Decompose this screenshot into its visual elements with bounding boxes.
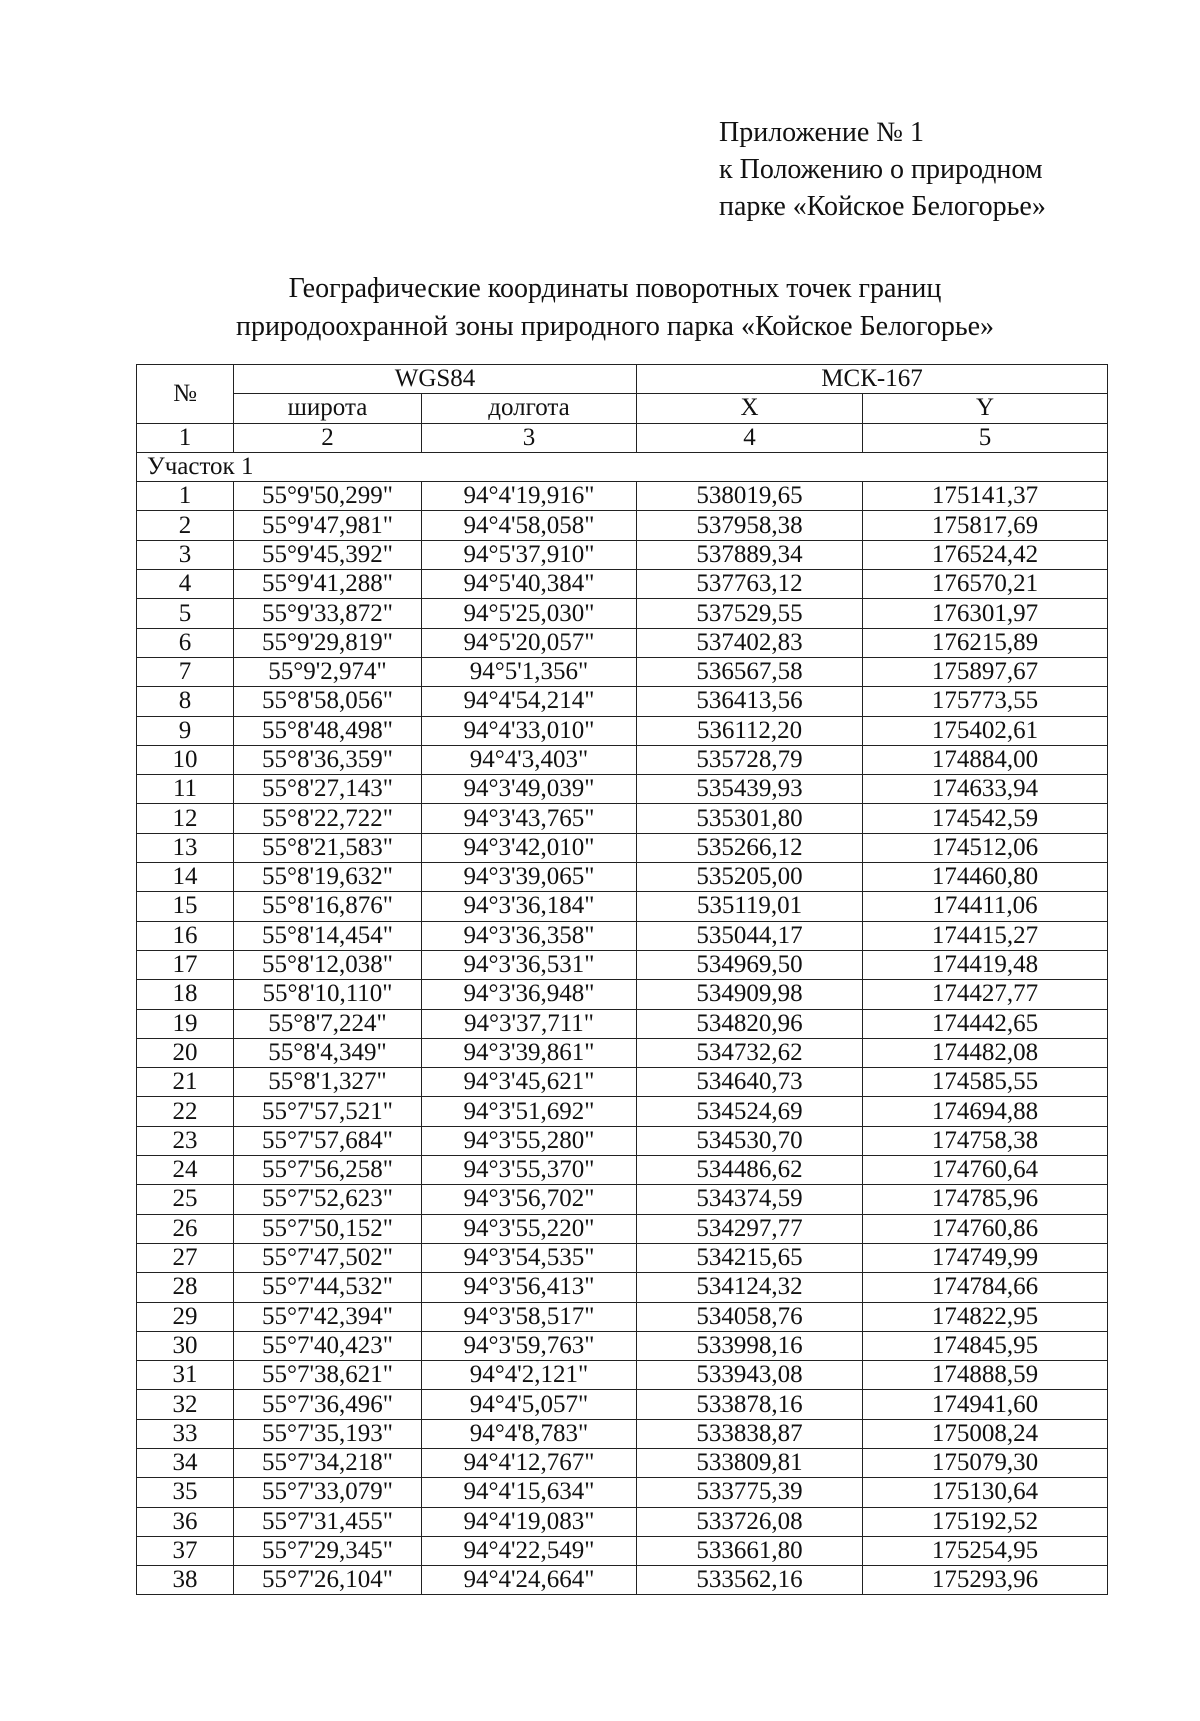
point-number-cell: 9 <box>137 716 234 745</box>
latitude-cell: 55°9'2,974" <box>234 657 422 686</box>
point-number-cell: 1 <box>137 482 234 511</box>
table-row <box>137 1536 1108 1565</box>
longitude-cell: 94°3'45,621" <box>422 1068 637 1097</box>
x-coordinate-cell: 535301,80 <box>637 804 863 833</box>
x-coordinate-cell: 533661,80 <box>637 1536 863 1565</box>
section-label: Участок 1 <box>137 452 1108 481</box>
latitude-cell: 55°8'7,224" <box>234 1009 422 1038</box>
table-row <box>137 599 1108 628</box>
longitude-cell: 94°3'43,765" <box>422 804 637 833</box>
longitude-cell: 94°3'51,692" <box>422 1097 637 1126</box>
latitude-cell: 55°8'48,498" <box>234 716 422 745</box>
y-coordinate-cell: 174411,06 <box>863 892 1108 921</box>
point-number-cell: 25 <box>137 1185 234 1214</box>
y-coordinate-cell: 175192,52 <box>863 1507 1108 1536</box>
point-number-cell: 35 <box>137 1478 234 1507</box>
y-coordinate-cell: 174758,38 <box>863 1126 1108 1155</box>
table-row <box>137 1419 1108 1448</box>
table-row <box>137 1507 1108 1536</box>
point-number-cell: 27 <box>137 1243 234 1272</box>
y-coordinate-cell: 175079,30 <box>863 1448 1108 1477</box>
latitude-cell: 55°7'56,258" <box>234 1156 422 1185</box>
title-line: Географические координаты поворотных точек границ <box>288 273 942 304</box>
latitude-cell: 55°7'50,152" <box>234 1214 422 1243</box>
point-number-cell: 7 <box>137 657 234 686</box>
x-coordinate-cell: 533998,16 <box>637 1331 863 1360</box>
x-coordinate-cell: 535119,01 <box>637 892 863 921</box>
table-row <box>137 1156 1108 1185</box>
table-row <box>137 1478 1108 1507</box>
latitude-cell: 55°8'22,722" <box>234 804 422 833</box>
latitude-cell: 55°7'26,104" <box>234 1566 422 1595</box>
longitude-cell: 94°3'36,358" <box>422 921 637 950</box>
x-coordinate-cell: 533562,16 <box>637 1566 863 1595</box>
point-number-cell: 20 <box>137 1038 234 1067</box>
y-coordinate-cell: 174542,59 <box>863 804 1108 833</box>
point-number-cell: 2 <box>137 511 234 540</box>
table-row <box>137 863 1108 892</box>
point-number-cell: 6 <box>137 628 234 657</box>
subheader-longitude: долгота <box>422 394 637 423</box>
longitude-cell: 94°3'36,531" <box>422 950 637 979</box>
longitude-cell: 94°3'39,065" <box>422 863 637 892</box>
y-coordinate-cell: 174785,96 <box>863 1185 1108 1214</box>
longitude-cell: 94°3'39,861" <box>422 1038 637 1067</box>
x-coordinate-cell: 534124,32 <box>637 1273 863 1302</box>
x-coordinate-cell: 535205,00 <box>637 863 863 892</box>
table-row <box>137 921 1108 950</box>
latitude-cell: 55°8'21,583" <box>234 833 422 862</box>
table-row <box>137 1331 1108 1360</box>
latitude-cell: 55°7'44,532" <box>234 1273 422 1302</box>
x-coordinate-cell: 535266,12 <box>637 833 863 862</box>
header-msk167: МСК-167 <box>637 365 1108 394</box>
y-coordinate-cell: 176570,21 <box>863 570 1108 599</box>
longitude-cell: 94°4'12,767" <box>422 1448 637 1477</box>
x-coordinate-cell: 534732,62 <box>637 1038 863 1067</box>
appendix-line: Приложение № 1 <box>719 117 924 148</box>
x-coordinate-cell: 538019,65 <box>637 482 863 511</box>
longitude-cell: 94°3'36,948" <box>422 980 637 1009</box>
table-row <box>137 775 1108 804</box>
appendix-line: к Положению о природном <box>719 154 1043 185</box>
table-row <box>137 657 1108 686</box>
point-number-cell: 31 <box>137 1361 234 1390</box>
y-coordinate-cell: 175293,96 <box>863 1566 1108 1595</box>
latitude-cell: 55°8'12,038" <box>234 950 422 979</box>
longitude-cell: 94°3'55,220" <box>422 1214 637 1243</box>
y-coordinate-cell: 174419,48 <box>863 950 1108 979</box>
y-coordinate-cell: 174415,27 <box>863 921 1108 950</box>
longitude-cell: 94°3'54,535" <box>422 1243 637 1272</box>
column-number: 2 <box>234 423 422 452</box>
latitude-cell: 55°7'47,502" <box>234 1243 422 1272</box>
y-coordinate-cell: 174749,99 <box>863 1243 1108 1272</box>
point-number-cell: 3 <box>137 540 234 569</box>
column-number: 3 <box>422 423 637 452</box>
x-coordinate-cell: 537889,34 <box>637 540 863 569</box>
header-number: № <box>137 365 234 424</box>
latitude-cell: 55°8'36,359" <box>234 745 422 774</box>
latitude-cell: 55°7'38,621" <box>234 1361 422 1390</box>
y-coordinate-cell: 175254,95 <box>863 1536 1108 1565</box>
y-coordinate-cell: 174784,66 <box>863 1273 1108 1302</box>
y-coordinate-cell: 175897,67 <box>863 657 1108 686</box>
header-wgs84: WGS84 <box>234 365 637 394</box>
table-row <box>137 1214 1108 1243</box>
longitude-cell: 94°5'37,910" <box>422 540 637 569</box>
appendix-note <box>719 114 1046 225</box>
x-coordinate-cell: 533726,08 <box>637 1507 863 1536</box>
longitude-cell: 94°3'55,280" <box>422 1126 637 1155</box>
longitude-cell: 94°3'58,517" <box>422 1302 637 1331</box>
latitude-cell: 55°8'1,327" <box>234 1068 422 1097</box>
title-line: природоохранной зоны природного парка «Койское Белогорье» <box>235 311 995 342</box>
point-number-cell: 21 <box>137 1068 234 1097</box>
x-coordinate-cell: 534969,50 <box>637 950 863 979</box>
latitude-cell: 55°7'29,345" <box>234 1536 422 1565</box>
table-row <box>137 745 1108 774</box>
table-row <box>137 1302 1108 1331</box>
y-coordinate-cell: 174694,88 <box>863 1097 1108 1126</box>
longitude-cell: 94°3'49,039" <box>422 775 637 804</box>
y-coordinate-cell: 174460,80 <box>863 863 1108 892</box>
y-coordinate-cell: 175130,64 <box>863 1478 1108 1507</box>
table-row <box>137 628 1108 657</box>
table-header-row <box>137 365 1108 394</box>
point-number-cell: 23 <box>137 1126 234 1155</box>
latitude-cell: 55°8'4,349" <box>234 1038 422 1067</box>
x-coordinate-cell: 534820,96 <box>637 1009 863 1038</box>
table-row <box>137 950 1108 979</box>
x-coordinate-cell: 537529,55 <box>637 599 863 628</box>
table-row <box>137 1243 1108 1272</box>
document-title <box>0 270 1200 346</box>
longitude-cell: 94°5'25,030" <box>422 599 637 628</box>
longitude-cell: 94°4'19,916" <box>422 482 637 511</box>
point-number-cell: 34 <box>137 1448 234 1477</box>
longitude-cell: 94°3'36,184" <box>422 892 637 921</box>
y-coordinate-cell: 174442,65 <box>863 1009 1108 1038</box>
latitude-cell: 55°8'10,110" <box>234 980 422 1009</box>
table-column-number-row <box>137 423 1108 452</box>
x-coordinate-cell: 534215,65 <box>637 1243 863 1272</box>
point-number-cell: 8 <box>137 687 234 716</box>
latitude-cell: 55°9'50,299" <box>234 482 422 511</box>
longitude-cell: 94°4'58,058" <box>422 511 637 540</box>
latitude-cell: 55°9'29,819" <box>234 628 422 657</box>
table-row <box>137 1273 1108 1302</box>
table-row <box>137 1566 1108 1595</box>
longitude-cell: 94°4'15,634" <box>422 1478 637 1507</box>
latitude-cell: 55°8'58,056" <box>234 687 422 716</box>
latitude-cell: 55°7'57,684" <box>234 1126 422 1155</box>
point-number-cell: 37 <box>137 1536 234 1565</box>
y-coordinate-cell: 174760,64 <box>863 1156 1108 1185</box>
x-coordinate-cell: 533838,87 <box>637 1419 863 1448</box>
point-number-cell: 30 <box>137 1331 234 1360</box>
point-number-cell: 22 <box>137 1097 234 1126</box>
table-row <box>137 833 1108 862</box>
point-number-cell: 15 <box>137 892 234 921</box>
longitude-cell: 94°3'56,413" <box>422 1273 637 1302</box>
x-coordinate-cell: 533943,08 <box>637 1361 863 1390</box>
point-number-cell: 36 <box>137 1507 234 1536</box>
point-number-cell: 32 <box>137 1390 234 1419</box>
point-number-cell: 10 <box>137 745 234 774</box>
point-number-cell: 28 <box>137 1273 234 1302</box>
latitude-cell: 55°9'41,288" <box>234 570 422 599</box>
longitude-cell: 94°3'56,702" <box>422 1185 637 1214</box>
longitude-cell: 94°4'8,783" <box>422 1419 637 1448</box>
x-coordinate-cell: 537958,38 <box>637 511 863 540</box>
point-number-cell: 5 <box>137 599 234 628</box>
table-row <box>137 482 1108 511</box>
y-coordinate-cell: 176215,89 <box>863 628 1108 657</box>
point-number-cell: 29 <box>137 1302 234 1331</box>
latitude-cell: 55°7'57,521" <box>234 1097 422 1126</box>
x-coordinate-cell: 533878,16 <box>637 1390 863 1419</box>
y-coordinate-cell: 175773,55 <box>863 687 1108 716</box>
latitude-cell: 55°8'14,454" <box>234 921 422 950</box>
point-number-cell: 13 <box>137 833 234 862</box>
x-coordinate-cell: 536567,58 <box>637 657 863 686</box>
column-number: 1 <box>137 423 234 452</box>
x-coordinate-cell: 534486,62 <box>637 1156 863 1185</box>
latitude-cell: 55°7'42,394" <box>234 1302 422 1331</box>
x-coordinate-cell: 536413,56 <box>637 687 863 716</box>
y-coordinate-cell: 176301,97 <box>863 599 1108 628</box>
latitude-cell: 55°7'35,193" <box>234 1419 422 1448</box>
longitude-cell: 94°4'2,121" <box>422 1361 637 1390</box>
point-number-cell: 33 <box>137 1419 234 1448</box>
y-coordinate-cell: 175141,37 <box>863 482 1108 511</box>
latitude-cell: 55°7'40,423" <box>234 1331 422 1360</box>
table-row <box>137 570 1108 599</box>
x-coordinate-cell: 537763,12 <box>637 570 863 599</box>
x-coordinate-cell: 534530,70 <box>637 1126 863 1155</box>
column-number: 5 <box>863 423 1108 452</box>
latitude-cell: 55°9'47,981" <box>234 511 422 540</box>
longitude-cell: 94°3'55,370" <box>422 1156 637 1185</box>
table-row <box>137 511 1108 540</box>
x-coordinate-cell: 535044,17 <box>637 921 863 950</box>
x-coordinate-cell: 534297,77 <box>637 1214 863 1243</box>
table-row <box>137 1097 1108 1126</box>
point-number-cell: 11 <box>137 775 234 804</box>
longitude-cell: 94°4'54,214" <box>422 687 637 716</box>
latitude-cell: 55°7'33,079" <box>234 1478 422 1507</box>
point-number-cell: 38 <box>137 1566 234 1595</box>
point-number-cell: 19 <box>137 1009 234 1038</box>
latitude-cell: 55°7'34,218" <box>234 1448 422 1477</box>
longitude-cell: 94°3'59,763" <box>422 1331 637 1360</box>
point-number-cell: 16 <box>137 921 234 950</box>
longitude-cell: 94°4'22,549" <box>422 1536 637 1565</box>
table-row <box>137 1448 1108 1477</box>
y-coordinate-cell: 174482,08 <box>863 1038 1108 1067</box>
longitude-cell: 94°4'24,664" <box>422 1566 637 1595</box>
y-coordinate-cell: 176524,42 <box>863 540 1108 569</box>
point-number-cell: 14 <box>137 863 234 892</box>
table-row <box>137 1185 1108 1214</box>
point-number-cell: 4 <box>137 570 234 599</box>
y-coordinate-cell: 174884,00 <box>863 745 1108 774</box>
table-row <box>137 1009 1108 1038</box>
point-number-cell: 12 <box>137 804 234 833</box>
appendix-line: парке «Койское Белогорье» <box>719 191 1046 222</box>
subheader-y: Y <box>863 394 1108 423</box>
longitude-cell: 94°4'5,057" <box>422 1390 637 1419</box>
column-number: 4 <box>637 423 863 452</box>
point-number-cell: 17 <box>137 950 234 979</box>
x-coordinate-cell: 534909,98 <box>637 980 863 1009</box>
x-coordinate-cell: 534374,59 <box>637 1185 863 1214</box>
latitude-cell: 55°8'27,143" <box>234 775 422 804</box>
longitude-cell: 94°4'3,403" <box>422 745 637 774</box>
latitude-cell: 55°9'45,392" <box>234 540 422 569</box>
latitude-cell: 55°7'36,496" <box>234 1390 422 1419</box>
x-coordinate-cell: 537402,83 <box>637 628 863 657</box>
point-number-cell: 18 <box>137 980 234 1009</box>
longitude-cell: 94°5'20,057" <box>422 628 637 657</box>
table-row <box>137 980 1108 1009</box>
y-coordinate-cell: 174427,77 <box>863 980 1108 1009</box>
longitude-cell: 94°5'1,356" <box>422 657 637 686</box>
y-coordinate-cell: 174633,94 <box>863 775 1108 804</box>
x-coordinate-cell: 534058,76 <box>637 1302 863 1331</box>
y-coordinate-cell: 174585,55 <box>863 1068 1108 1097</box>
y-coordinate-cell: 174888,59 <box>863 1361 1108 1390</box>
x-coordinate-cell: 535728,79 <box>637 745 863 774</box>
y-coordinate-cell: 174941,60 <box>863 1390 1108 1419</box>
x-coordinate-cell: 534640,73 <box>637 1068 863 1097</box>
table-section-row <box>137 452 1108 481</box>
longitude-cell: 94°4'19,083" <box>422 1507 637 1536</box>
coordinates-table <box>136 364 1108 1595</box>
y-coordinate-cell: 174512,06 <box>863 833 1108 862</box>
subheader-latitude: широта <box>234 394 422 423</box>
table-subheader-row <box>137 394 1108 423</box>
latitude-cell: 55°8'16,876" <box>234 892 422 921</box>
table-row <box>137 716 1108 745</box>
longitude-cell: 94°4'33,010" <box>422 716 637 745</box>
y-coordinate-cell: 174822,95 <box>863 1302 1108 1331</box>
subheader-x: X <box>637 394 863 423</box>
table-row <box>137 1038 1108 1067</box>
table-row <box>137 1126 1108 1155</box>
y-coordinate-cell: 175402,61 <box>863 716 1108 745</box>
point-number-cell: 24 <box>137 1156 234 1185</box>
x-coordinate-cell: 533775,39 <box>637 1478 863 1507</box>
y-coordinate-cell: 175008,24 <box>863 1419 1108 1448</box>
latitude-cell: 55°8'19,632" <box>234 863 422 892</box>
point-number-cell: 26 <box>137 1214 234 1243</box>
table-row <box>137 540 1108 569</box>
x-coordinate-cell: 533809,81 <box>637 1448 863 1477</box>
table-row <box>137 1068 1108 1097</box>
latitude-cell: 55°7'52,623" <box>234 1185 422 1214</box>
longitude-cell: 94°3'42,010" <box>422 833 637 862</box>
table-row <box>137 1361 1108 1390</box>
table-row <box>137 892 1108 921</box>
table-row <box>137 804 1108 833</box>
longitude-cell: 94°5'40,384" <box>422 570 637 599</box>
y-coordinate-cell: 175817,69 <box>863 511 1108 540</box>
y-coordinate-cell: 174760,86 <box>863 1214 1108 1243</box>
table-row <box>137 687 1108 716</box>
x-coordinate-cell: 534524,69 <box>637 1097 863 1126</box>
x-coordinate-cell: 535439,93 <box>637 775 863 804</box>
table-row <box>137 1390 1108 1419</box>
latitude-cell: 55°7'31,455" <box>234 1507 422 1536</box>
y-coordinate-cell: 174845,95 <box>863 1331 1108 1360</box>
x-coordinate-cell: 536112,20 <box>637 716 863 745</box>
coordinates-table-body <box>137 365 1108 1595</box>
latitude-cell: 55°9'33,872" <box>234 599 422 628</box>
longitude-cell: 94°3'37,711" <box>422 1009 637 1038</box>
